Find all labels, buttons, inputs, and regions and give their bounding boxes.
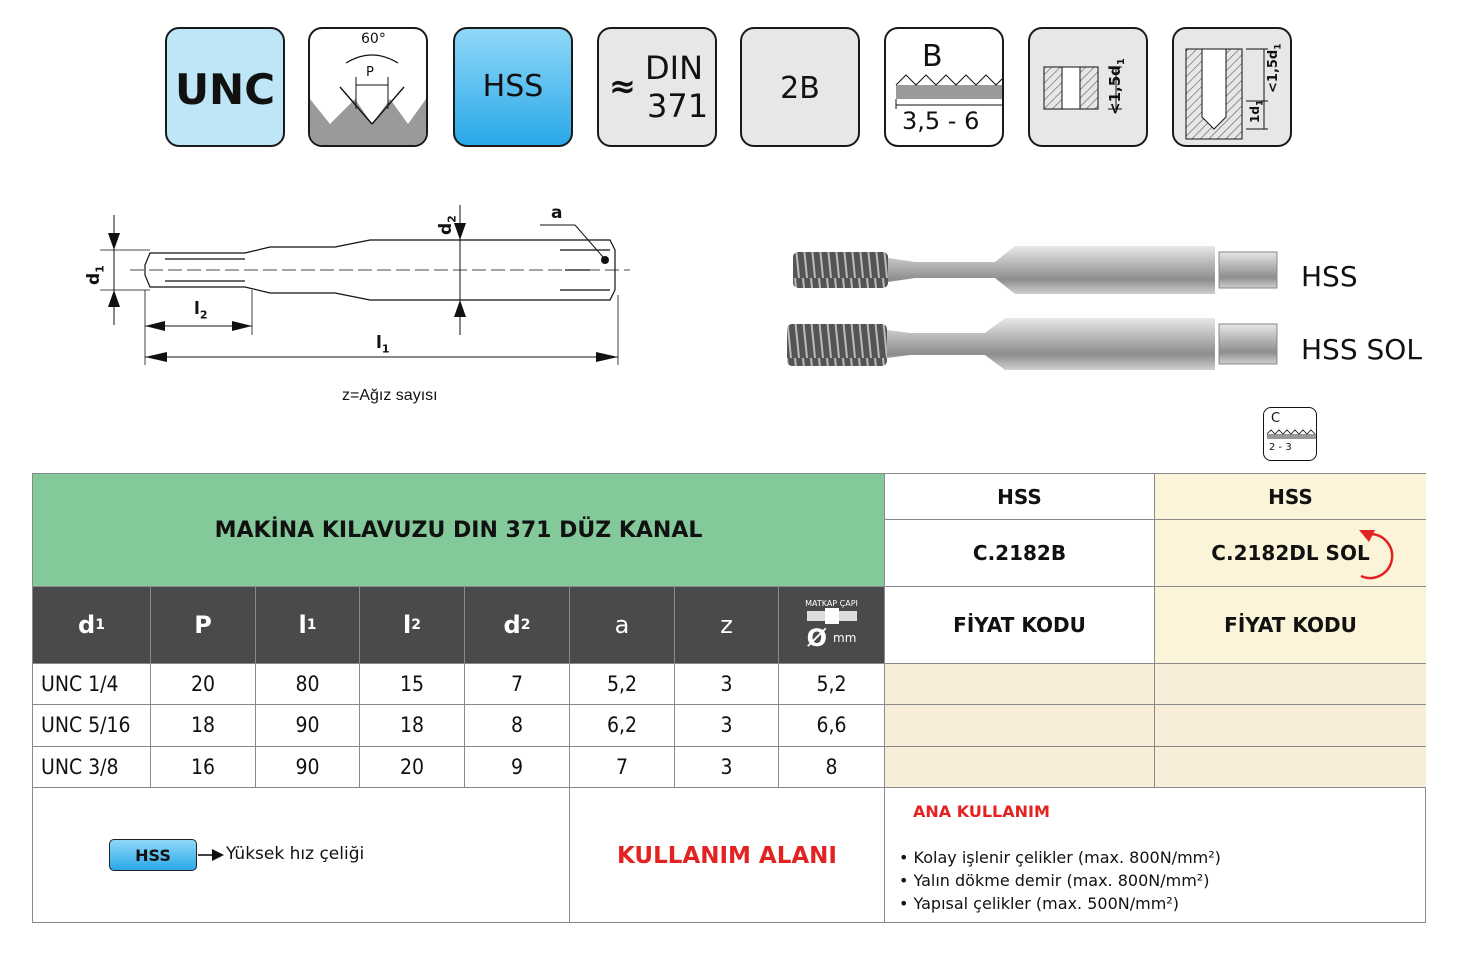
table-cell: 5,2: [570, 664, 675, 705]
price-code-cell: [1155, 747, 1426, 788]
table-cell: 16: [151, 747, 256, 788]
table-cell: 90: [256, 747, 360, 788]
table-cell: 3: [675, 747, 779, 788]
product-2-price-label: FİYAT KODU: [1155, 587, 1426, 664]
thread-profile-icon: [308, 27, 428, 147]
drill-header-title: MATKAP ÇAPI: [805, 598, 858, 608]
table-cell: 8: [465, 705, 570, 746]
table-cell: 3: [675, 664, 779, 705]
row-size-cell: UNC 3/8: [33, 747, 151, 788]
tap-technical-drawing: [70, 195, 670, 415]
legend-text: Yüksek hız çeliği: [226, 844, 365, 864]
table-cell: 15: [360, 664, 465, 705]
price-code-cell: [885, 705, 1155, 746]
col-header-drill: [779, 587, 885, 664]
through-hole-icon: [1028, 27, 1148, 147]
drill-unit: mm: [833, 630, 857, 645]
blind-hole-icon: [1172, 27, 1292, 147]
col-header-a: a: [570, 587, 675, 664]
tool-label-hss: HSS: [1301, 260, 1358, 293]
din-label: DIN: [645, 49, 704, 87]
main-use-list: [899, 846, 1221, 915]
approx-sign: ≈: [609, 67, 636, 105]
a-dimension-label: a: [551, 203, 563, 223]
l2-dimension-label: $l_2$: [194, 299, 208, 322]
table-cell: 80: [256, 664, 360, 705]
product-2-code: C.2182DL SOL: [1211, 541, 1370, 565]
legend-cell: [33, 788, 570, 923]
legend-hss-badge: HSS: [109, 839, 197, 871]
table-cell: 7: [570, 747, 675, 788]
diameter-symbol: Ø: [806, 623, 827, 652]
tap-product-images: [785, 238, 1285, 378]
d2-dimension-label: $d_2$: [436, 215, 459, 235]
tolerance-label: 2B: [780, 71, 820, 106]
chamfer-icon-box: [884, 27, 1004, 147]
l1-dimension-label: $l_1$: [376, 333, 390, 356]
d1-dimension-label: $d_1$: [84, 265, 107, 285]
row-size-cell: UNC 1/4: [33, 664, 151, 705]
main-use-item: • Kolay işlenir çelikler (max. 800N/mm²): [899, 848, 1221, 867]
table-title: MAKİNA KILAVUZU DIN 371 DÜZ KANAL: [33, 474, 885, 587]
table-cell: 7: [465, 664, 570, 705]
table-cell: 5,2: [779, 664, 885, 705]
tolerance-icon-box: [740, 27, 860, 147]
table-cell: 20: [151, 664, 256, 705]
price-code-cell: [1155, 664, 1426, 705]
table-cell: 18: [360, 705, 465, 746]
table-cell: 20: [360, 747, 465, 788]
col-header-d1: d 1: [33, 587, 151, 664]
col-header-p: P: [151, 587, 256, 664]
main-use-cell: [885, 788, 1426, 923]
blind-depth-bottom-label: $1d_1$: [1248, 99, 1266, 123]
usage-area-title: KULLANIM ALANI: [570, 788, 885, 923]
main-use-item: • Yalın dökme demir (max. 800N/mm²): [899, 871, 1210, 890]
main-use-item: • Yapısal çelikler (max. 500N/mm²): [899, 894, 1179, 913]
product-1-code: C.2182B: [885, 520, 1155, 587]
blind-depth-top-label: $<1,5d_1$: [1266, 43, 1284, 93]
chamfer-letter: B: [922, 39, 943, 74]
product-2-material: HSS: [1155, 474, 1426, 520]
table-cell: 9: [465, 747, 570, 788]
drill-icon: [807, 608, 857, 624]
arrow-right-icon: [198, 848, 224, 862]
table-cell: 90: [256, 705, 360, 746]
product-1-price-label: FİYAT KODU: [885, 587, 1155, 664]
angle-label: 60°: [361, 31, 386, 47]
col-header-l1: l 1: [256, 587, 360, 664]
unc-label: UNC: [174, 65, 276, 114]
through-depth-label: $<1,5d_1$: [1106, 58, 1127, 115]
col-header-d2: d 2: [465, 587, 570, 664]
table-cell: 6,6: [779, 705, 885, 746]
hss-icon-box: [453, 27, 573, 147]
col-header-l2: l 2: [360, 587, 465, 664]
table-cell: 3: [675, 705, 779, 746]
material-label: HSS: [482, 69, 544, 104]
table-cell: 6,2: [570, 705, 675, 746]
table-cell: 8: [779, 747, 885, 788]
row-size-cell: UNC 5/16: [33, 705, 151, 746]
product-1-material: HSS: [885, 474, 1155, 520]
product-table: [32, 473, 1426, 923]
din-icon-box: [597, 27, 717, 147]
main-use-title: ANA KULLANIM: [913, 802, 1050, 821]
pitch-label: P: [366, 65, 374, 80]
product-2-code-cell: [1155, 520, 1426, 587]
col-header-z: z: [675, 587, 779, 664]
chamfer-range: 3,5 - 6: [902, 107, 980, 135]
unc-icon-box: [165, 27, 285, 147]
price-code-cell: [885, 747, 1155, 788]
price-code-cell: [1155, 705, 1426, 746]
flute-count-caption: z=Ağız sayısı: [342, 387, 438, 404]
din-number: 371: [647, 87, 709, 125]
tool-label-hss-sol: HSS SOL: [1301, 333, 1422, 366]
left-hand-rotation-icon: [1341, 528, 1401, 582]
chamfer-c-icon: C 2 - 3: [1263, 407, 1317, 461]
table-cell: 18: [151, 705, 256, 746]
price-code-cell: [885, 664, 1155, 705]
